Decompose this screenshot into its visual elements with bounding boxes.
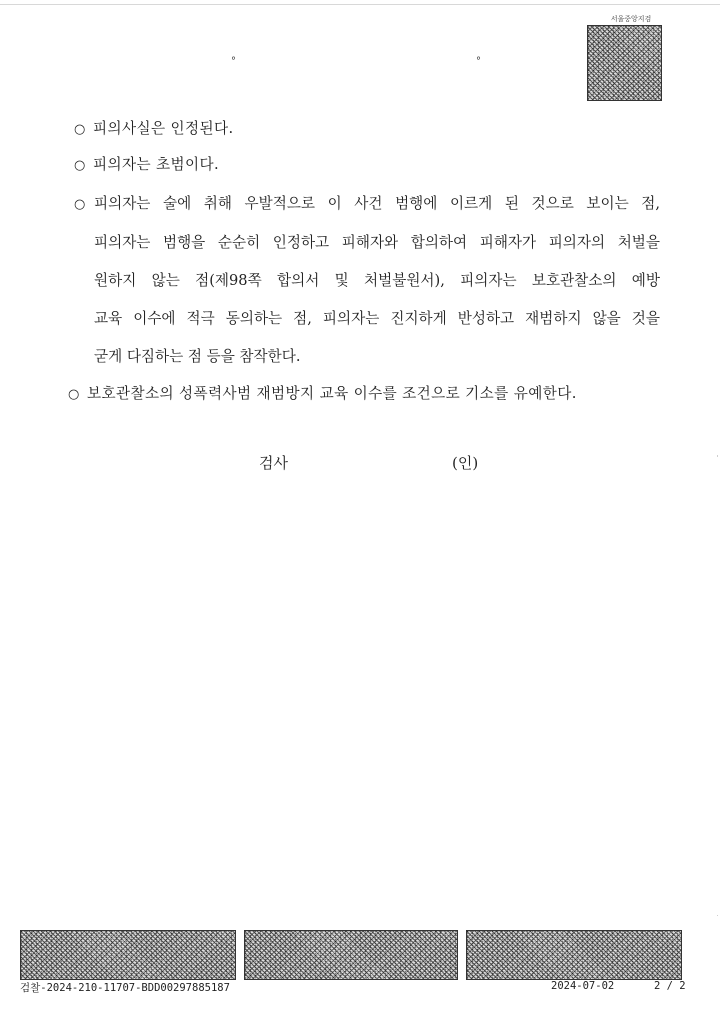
finding-item [74,185,93,224]
finding-text-line: 교육 이수에 적극 동의하는 점, 피의자는 진지하게 반성하고 재범하지 않을 것을 [94,310,660,327]
margin-mark [717,455,718,457]
footer-barcode [244,930,458,980]
seal-placeholder: (인) [452,454,479,472]
margin-mark [717,915,718,916]
finding-text-line: 피의자는 범행을 순순히 인정하고 피해자와 합의하여 피해자가 피의자의 처벌을 [94,234,660,251]
finding-text: 보호관찰소의 성폭력사범 재범방지 교육 이수를 조건으로 기소를 유예한다. [87,385,577,402]
bullet-marker: ○ [68,387,80,402]
finding-text-line: 피의자는 술에 취해 우발적으로 이 사건 범행에 이르게 된 것으로 보이는 점, [94,195,660,212]
prosecutor-title: 검사 [259,454,288,472]
page-mark: ° [231,56,236,67]
finding-text: 피의자는 초범이다. [93,156,220,173]
bullet-marker: ○ [74,122,86,137]
finding-item [68,375,577,414]
office-label: 서울중앙지검 [610,15,652,23]
document-number: 검찰-2024-210-11707-BDD00297885187 [20,982,230,994]
page-number: 2 / 2 [654,980,686,992]
top-border-line [0,4,720,5]
finding-text: 피의사실은 인정된다. [93,120,234,137]
finding-text-line: 굳게 다짐하는 점 등을 참작한다. [94,348,301,365]
document-date: 2024-07-02 [551,980,615,992]
finding-item [74,110,234,149]
finding-text-line: 원하지 않는 점(제98쪽 합의서 및 처벌불원서), 피의자는 보호관찰소의 예방 [94,272,660,289]
bullet-marker: ○ [74,158,86,173]
document-verification-code [587,25,662,101]
page-mark: ° [476,56,481,67]
footer-barcode [20,930,236,980]
bullet-marker: ○ [74,197,86,212]
finding-item [74,146,219,185]
footer-barcode [466,930,682,980]
